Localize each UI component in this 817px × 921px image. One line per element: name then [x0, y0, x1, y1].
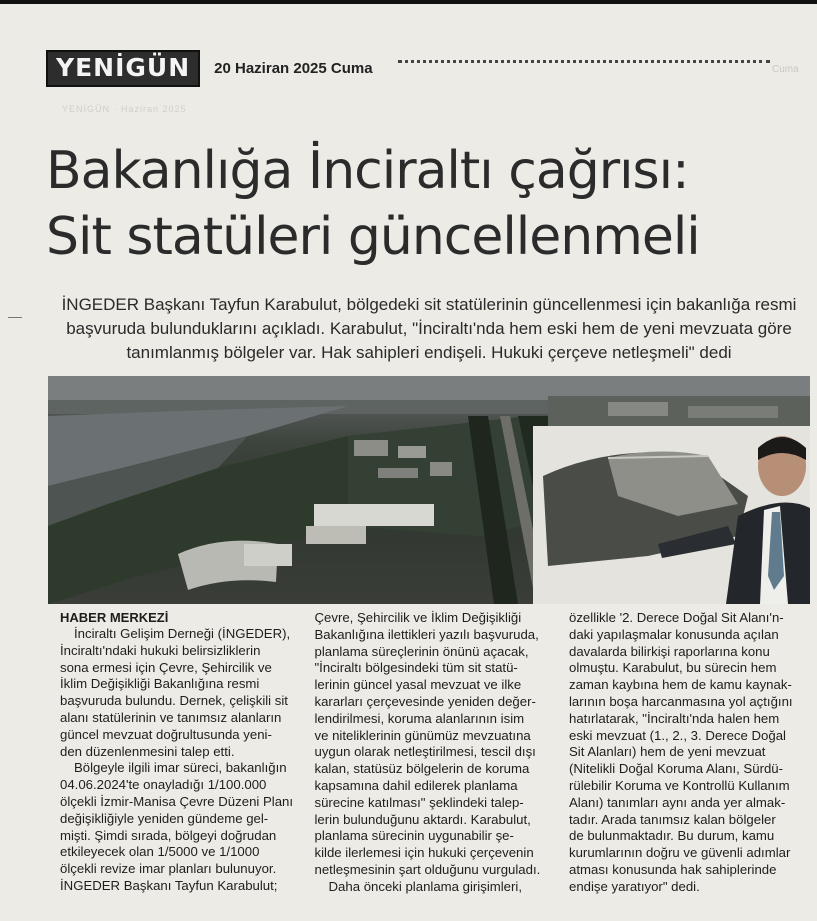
masthead-dotted-rule — [398, 60, 770, 63]
body-line: de bulunmaktadır. Bu durum, kamu — [569, 828, 775, 844]
body-line: Bakanlığına ilettikleri yazılı başvuruda, — [314, 626, 539, 642]
article-column-2 — [315, 610, 551, 915]
newspaper-logo: YENİGÜN — [46, 50, 200, 87]
body-line: "İnciraltı bölgesindeki tüm sit statü- — [314, 660, 518, 676]
article-column-1 — [60, 610, 296, 915]
bleed-through-strip: YENİGÜN · Haziran 2025 — [62, 104, 187, 114]
body-line: planlama sürecinin uygunabilir şe- — [314, 828, 514, 844]
body-line: sona ermesi için Çevre, Şehircilik ve — [60, 659, 272, 675]
body-line: Bölgeyle ilgili imar süreci, bakanlığın — [74, 760, 287, 776]
body-line: ölçekli İzmir-Manisa Çevre Düzeni Planı — [60, 793, 294, 809]
body-line: 04.06.2024'te onayladığı 1/100.000 — [60, 777, 267, 793]
lead-line-3: tanımlanmış bölgeler var. Hak sahipleri endişeli. Hukuki çerçeve netleşmeli" dedi — [126, 343, 732, 362]
body-line: lerinin güncel yasal mevzuat ve ilke — [314, 677, 522, 693]
body-line: tadır. Arada tanımsız kalan bölgeler — [569, 811, 776, 827]
body-line: İNGEDER Başkanı Tayfun Karabulut; — [60, 877, 278, 893]
headline-line-2: Sit statüleri güncellenmeli — [46, 207, 700, 267]
body-line: kalan, statüsüz bölgelerin de koruma — [314, 761, 530, 777]
body-line: Sit Alanları) hem de yeni mevzuat — [569, 744, 766, 760]
body-line: zaman kaybına hem de kamu kaynak- — [569, 677, 792, 693]
body-line: etkileyecek olan 1/5000 ve 1/1000 — [60, 844, 260, 860]
masthead — [46, 50, 373, 87]
lead-line-1: İNGEDER Başkanı Tayfun Karabulut, bölgedeki sit statülerinin güncellenmesi için bakanlığa resmi — [61, 295, 797, 314]
body-line: ve niteliklerinin günümüz mevzuatına — [314, 727, 531, 743]
body-line: planlama süreçlerinin önünü açacak, — [314, 643, 529, 659]
body-line: değişikliğiyle yeniden gündeme gel- — [60, 810, 269, 826]
top-border — [0, 0, 817, 4]
bleed-through-text: Cuma — [772, 64, 799, 75]
body-line: özellikle '2. Derece Doğal Sit Alanı'n- — [569, 610, 784, 625]
issue-date: 20 Haziran 2025 Cuma — [214, 60, 373, 77]
body-line: Daha önceki planlama girişimleri, — [328, 878, 522, 894]
body-line: başvuruda bulundu. Dernek, çelişkili sit — [60, 693, 288, 709]
headline — [46, 138, 817, 270]
aerial-photo — [48, 376, 810, 604]
body-line: alanı statülerinin ve tanımsız alanların — [60, 709, 282, 725]
body-line: (Nitelikli Doğal Koruma Alanı, Sürdü- — [569, 761, 784, 777]
body-line: kurumlarının doğru ve güvenli adımlar — [569, 845, 791, 861]
body-line: İnciraltı'ndaki hukuki belirsizliklerin — [60, 642, 261, 658]
article-column-3 — [569, 610, 805, 915]
body-line: İklim Değişikliği Bakanlığına resmi — [60, 676, 260, 692]
body-line: davalarda bilirkişi raporlarına konu — [569, 643, 770, 659]
white-roof-building — [314, 504, 434, 526]
margin-mark — [8, 317, 22, 318]
body-line: larının boşa harcanmasına yol açtığını — [569, 693, 793, 709]
body-line: Çevre, Şehircilik ve İklim Değişikliği — [314, 610, 522, 625]
body-line: hatırlatarak, "İnciraltı'nda halen hem — [569, 710, 780, 726]
body-line: İnciraltı Gelişim Derneği (İNGEDER), — [74, 626, 291, 641]
article-body — [60, 610, 805, 915]
headline-line-1: Bakanlığa İnciraltı çağrısı: — [46, 141, 689, 201]
body-line: daki yapılaşmalar konusunda açılan — [569, 626, 779, 642]
body-line: uygun olarak netleştirilmesi, tescil dışı — [314, 744, 536, 760]
lead-line-2: başvuruda bulunduklarını açıkladı. Karabulut, "İnciraltı'nda hem eski hem de yeni mevzuata göre — [66, 319, 792, 338]
byline: HABER MERKEZİ — [60, 610, 169, 625]
body-line: atması konusunda hak sahiplerinde — [569, 861, 777, 877]
body-line: lerin bulunduğunu aktardı. Karabulut, — [314, 811, 531, 827]
aerial-photo-illustration — [48, 376, 810, 604]
body-line: ölçekli revize imar planları bulunuyor. — [60, 861, 277, 877]
body-line: rülebilir Koruma ve Kontrollü Kullanım — [569, 777, 790, 793]
body-line: sürecine katılması" şeklindeki talep- — [314, 794, 524, 810]
body-line: mişti. Şimdi sırada, bölgeyi doğrudan — [60, 827, 277, 843]
body-line: kapsamına dahil edilerek planlama — [314, 777, 518, 793]
body-line: kararları çerçevesinde yeniden değer- — [314, 693, 536, 709]
body-line: Alanı) tanımları aynı anda yer almak- — [569, 794, 786, 810]
body-line: eski mevzuat (1., 2., 3. Derece Doğal — [569, 727, 786, 743]
lead-paragraph — [44, 293, 814, 365]
body-line: den düzenlenmesini talep etti. — [60, 743, 235, 759]
body-line: lendirilmesi, koruma alanlarının isim — [314, 710, 525, 726]
body-line: netleşmesinin şart olduğunu vurguladı. — [314, 861, 541, 877]
body-line: endişe yaratıyor" dedi. — [569, 878, 700, 894]
body-line: güncel mevzuat doğrultusunda yeni- — [60, 726, 272, 742]
body-line: olmuştu. Karabulut, bu sürecin hem — [569, 660, 777, 676]
body-line: kilde ilerlemesi için hukuki çerçevenin — [314, 845, 534, 861]
